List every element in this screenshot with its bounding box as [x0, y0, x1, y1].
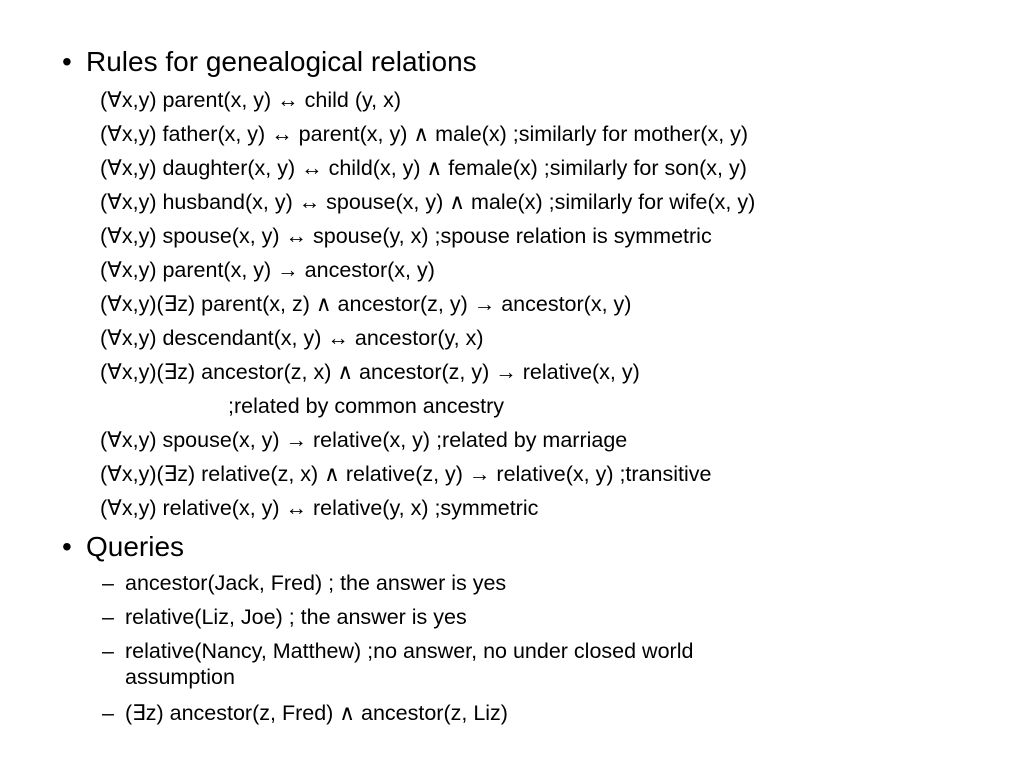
rule-line: (∀x,y) father(x, y) ↔ parent(x, y) ∧ male(x) ;similarly for mother(x, y) — [100, 122, 749, 146]
rules-heading: Rules for genealogical relations — [86, 46, 477, 77]
rule-line: (∀x,y)(∃z) parent(x, z) ∧ ancestor(z, y) → ancestor(x, y) — [100, 292, 632, 316]
dash-marker: – — [102, 605, 114, 629]
bullet-dot: • — [62, 531, 72, 562]
dash-marker: – — [102, 571, 114, 595]
rule-line: (∀x,y) spouse(x, y) ↔ spouse(y, x) ;spouse relation is symmetric — [100, 224, 712, 248]
query-text: ancestor(Jack, Fred) ; the answer is yes — [125, 571, 507, 595]
rule-line: (∀x,y) relative(x, y) ↔ relative(y, x) ;symmetric — [100, 496, 539, 520]
rule-comment-line: ;related by common ancestry — [228, 394, 505, 418]
bullet-queries — [62, 531, 184, 563]
rule-line: (∀x,y) spouse(x, y) → relative(x, y) ;related by marriage — [100, 428, 628, 452]
query-text: (∃z) ancestor(z, Fred) ∧ ancestor(z, Liz) — [125, 701, 508, 725]
rule-line: (∀x,y) daughter(x, y) ↔ child(x, y) ∧ female(x) ;similarly for son(x, y) — [100, 156, 747, 180]
rule-line: (∀x,y) husband(x, y) ↔ spouse(x, y) ∧ male(x) ;similarly for wife(x, y) — [100, 190, 756, 214]
rule-line: (∀x,y) parent(x, y) → ancestor(x, y) — [100, 258, 435, 282]
rule-line: (∀x,y) parent(x, y) ↔ child (y, x) — [100, 88, 402, 112]
rule-line: (∀x,y)(∃z) relative(z, x) ∧ relative(z, y) → relative(x, y) ;transitive — [100, 462, 712, 486]
rule-line: (∀x,y) descendant(x, y) ↔ ancestor(y, x) — [100, 326, 484, 350]
bullet-dot: • — [62, 46, 72, 77]
queries-heading: Queries — [86, 531, 185, 562]
dash-marker: – — [102, 639, 114, 663]
query-text-continuation: assumption — [125, 665, 235, 689]
dash-marker: – — [102, 701, 114, 725]
query-text: relative(Liz, Joe) ; the answer is yes — [125, 605, 467, 629]
bullet-rules — [62, 46, 477, 78]
query-text: relative(Nancy, Matthew) ;no answer, no under closed world — [125, 639, 694, 663]
rule-line: (∀x,y)(∃z) ancestor(z, x) ∧ ancestor(z, y) → relative(x, y) — [100, 360, 640, 384]
